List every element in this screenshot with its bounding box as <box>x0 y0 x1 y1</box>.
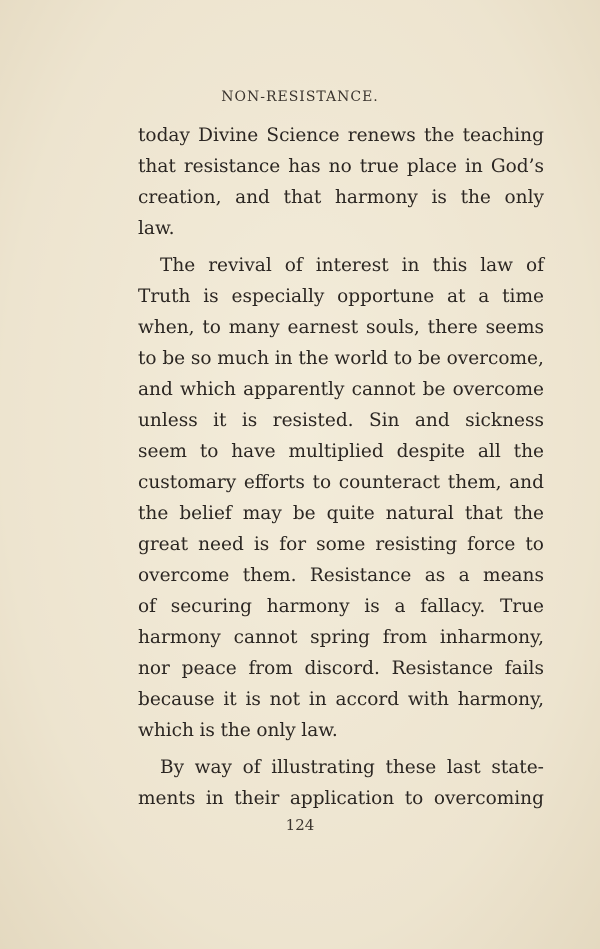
text-line <box>138 405 544 436</box>
word: it <box>223 689 237 710</box>
word: which <box>138 720 194 741</box>
word: to <box>525 534 544 555</box>
running-head: NON-RESISTANCE. <box>221 89 379 105</box>
word: quite <box>326 503 375 524</box>
word: many <box>228 317 280 338</box>
text-line <box>138 281 544 312</box>
text-line <box>138 250 544 281</box>
word: efforts <box>243 472 305 493</box>
word: world <box>334 348 388 369</box>
word: to <box>202 317 221 338</box>
word: discord. <box>304 658 380 679</box>
word: and <box>509 472 544 493</box>
word: seem <box>138 441 187 462</box>
word: resisted. <box>272 410 354 431</box>
word: spring <box>310 627 370 648</box>
word: be <box>418 348 441 369</box>
body-text <box>138 120 544 814</box>
word: harmony <box>266 596 350 617</box>
word: all <box>477 441 501 462</box>
word: much <box>217 348 269 369</box>
word: renews <box>347 125 416 146</box>
word: ments <box>138 788 196 809</box>
word: fallacy. <box>420 596 486 617</box>
text-line <box>138 312 544 343</box>
word: is <box>253 534 270 555</box>
word: for <box>279 534 307 555</box>
word: natural <box>385 503 454 524</box>
word: have <box>231 441 276 462</box>
word: of <box>138 596 156 617</box>
word: great <box>138 534 189 555</box>
word: overcoming <box>433 788 544 809</box>
word: is <box>203 286 219 307</box>
word: law. <box>301 720 338 741</box>
word: has <box>288 156 321 177</box>
word: place <box>406 156 457 177</box>
word: need <box>198 534 244 555</box>
word: to <box>312 472 332 493</box>
word: cannot <box>351 379 416 400</box>
word: the <box>220 720 251 741</box>
word: may <box>242 503 282 524</box>
word: so <box>190 348 212 369</box>
word: overcome <box>452 379 544 400</box>
text-line <box>138 213 544 244</box>
text-line <box>138 529 544 560</box>
word: the <box>424 125 455 146</box>
word: multiplied <box>288 441 384 462</box>
word: some <box>316 534 366 555</box>
word: Resistance <box>309 565 412 586</box>
word: Resistance <box>391 658 494 679</box>
word: creation, <box>138 187 222 208</box>
word: only <box>256 720 296 741</box>
word: and <box>138 379 173 400</box>
text-line <box>138 715 544 746</box>
word: harmony, <box>457 689 544 710</box>
word: to <box>404 788 424 809</box>
word: overcome <box>138 565 230 586</box>
word: revival <box>208 255 272 276</box>
word: way <box>194 757 232 778</box>
text-line <box>138 622 544 653</box>
word: these <box>385 757 437 778</box>
text-line <box>138 591 544 622</box>
word: souls, <box>365 317 420 338</box>
word: that <box>464 503 503 524</box>
word: sickness <box>465 410 544 431</box>
word: the <box>513 441 544 462</box>
word: only <box>504 187 544 208</box>
word: in <box>401 255 420 276</box>
word: opportune <box>337 286 435 307</box>
word: harmony <box>138 627 221 648</box>
text-line <box>138 467 544 498</box>
text-line <box>138 120 544 151</box>
text-line <box>138 182 544 213</box>
word: to <box>199 441 219 462</box>
word: there <box>427 317 478 338</box>
word: today <box>138 125 190 146</box>
word: a <box>394 596 406 617</box>
word: cannot <box>233 627 298 648</box>
word: when, <box>138 317 195 338</box>
word: earnest <box>287 317 359 338</box>
word: customary <box>138 472 237 493</box>
word: this <box>432 255 468 276</box>
text-line <box>138 752 544 783</box>
word: Divine <box>198 125 259 146</box>
word: apparently <box>243 379 345 400</box>
word: to <box>138 348 157 369</box>
word: with <box>407 689 449 710</box>
word: fails <box>504 658 544 679</box>
word: counteract <box>338 472 441 493</box>
word: force <box>467 534 516 555</box>
word: accord <box>335 689 400 710</box>
word: resistance <box>183 156 281 177</box>
word: to <box>393 348 413 369</box>
word: inharmony, <box>439 627 544 648</box>
text-line <box>138 684 544 715</box>
text-line <box>138 151 544 182</box>
word: true <box>359 156 399 177</box>
word: last <box>446 757 481 778</box>
word: be <box>162 348 186 369</box>
word: interest <box>315 255 389 276</box>
word: Sin <box>368 410 400 431</box>
word: nor <box>138 658 170 679</box>
word: law. <box>138 218 175 239</box>
word: securing <box>170 596 252 617</box>
word: of <box>284 255 303 276</box>
word: teaching <box>462 125 544 146</box>
word: a <box>478 286 490 307</box>
word: True <box>499 596 544 617</box>
word: at <box>446 286 466 307</box>
word: illustrating <box>271 757 375 778</box>
word: no <box>328 156 352 177</box>
word: from <box>382 627 428 648</box>
word: because <box>138 689 215 710</box>
word: and <box>235 187 270 208</box>
word: peace <box>181 658 237 679</box>
word: By <box>160 757 185 778</box>
word: is <box>431 187 447 208</box>
word: is <box>199 720 215 741</box>
word: be <box>422 379 446 400</box>
word: not <box>269 689 301 710</box>
word: the <box>138 503 169 524</box>
word: as <box>424 565 446 586</box>
word: from <box>248 658 293 679</box>
word: the <box>460 187 491 208</box>
word: in <box>274 348 293 369</box>
word: that <box>283 187 322 208</box>
word: despite <box>396 441 466 462</box>
text-line <box>138 498 544 529</box>
word: seems <box>485 317 544 338</box>
word: and <box>414 410 450 431</box>
text-line <box>138 374 544 405</box>
word: them. <box>242 565 297 586</box>
word: the <box>513 503 544 524</box>
word: especially <box>231 286 325 307</box>
word: means <box>483 565 544 586</box>
word: harmony <box>335 187 418 208</box>
word: Truth <box>138 286 191 307</box>
word: a <box>458 565 470 586</box>
word: time <box>502 286 544 307</box>
word: Science <box>266 125 340 146</box>
word: of <box>526 255 544 276</box>
text-line <box>138 560 544 591</box>
word: in <box>205 788 224 809</box>
word: resisting <box>375 534 458 555</box>
word: law <box>480 255 514 276</box>
word: is <box>245 689 261 710</box>
word: in <box>308 689 327 710</box>
page-number: 124 <box>285 816 315 834</box>
word: unless <box>138 410 198 431</box>
word: of <box>242 757 261 778</box>
word: be <box>292 503 316 524</box>
word: their <box>234 788 280 809</box>
word: overcome, <box>446 348 544 369</box>
word: the <box>298 348 329 369</box>
word: in <box>465 156 483 177</box>
word: application <box>289 788 395 809</box>
word: is <box>241 410 258 431</box>
word: which <box>180 379 236 400</box>
text-line <box>138 436 544 467</box>
word: God’s <box>490 156 544 177</box>
text-line <box>138 653 544 684</box>
word: The <box>160 255 196 276</box>
text-line <box>138 343 544 374</box>
text-line <box>138 783 544 814</box>
word: them, <box>447 472 502 493</box>
word: is <box>364 596 380 617</box>
word: it <box>213 410 227 431</box>
word: that <box>138 156 176 177</box>
word: state- <box>491 757 544 778</box>
word: belief <box>179 503 232 524</box>
